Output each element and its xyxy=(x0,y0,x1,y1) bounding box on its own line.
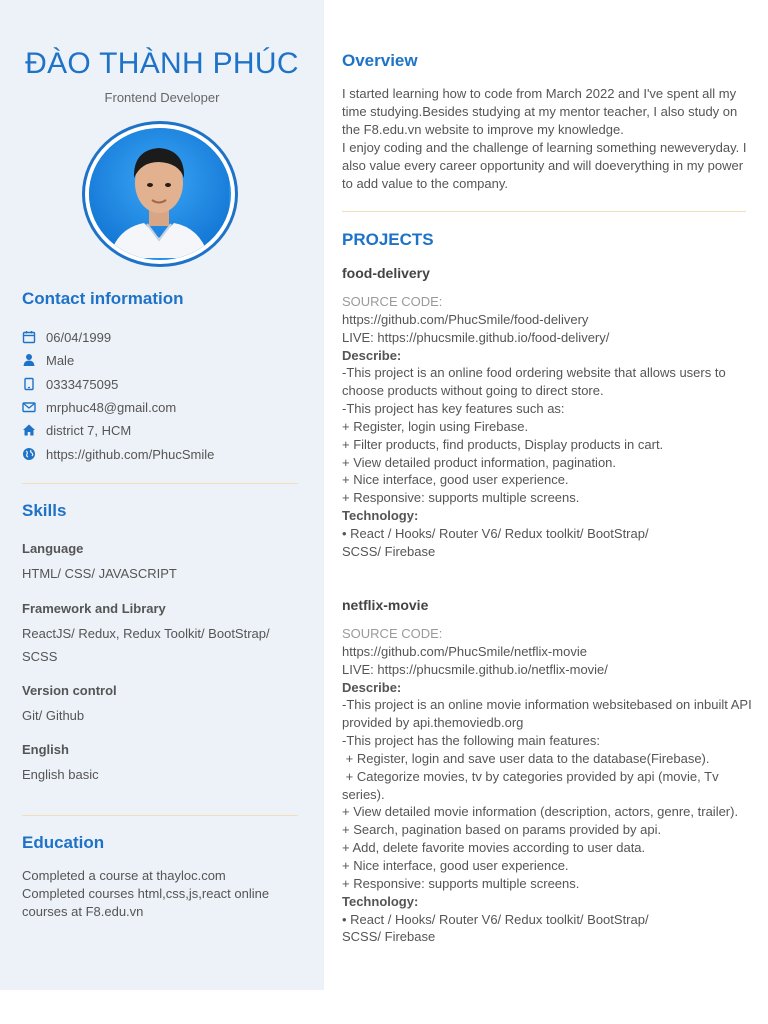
skill-value: Git/ Github xyxy=(22,708,85,723)
technology-label: Technology: xyxy=(342,893,419,909)
source-code-label: SOURCE CODE: xyxy=(342,626,443,641)
profile-photo xyxy=(89,128,231,260)
skill-value: English basic xyxy=(22,767,99,782)
describe-line: + Nice interface, good user experience. xyxy=(342,472,569,488)
skill-value: HTML/ CSS/ JAVASCRIPT xyxy=(22,566,177,581)
project-details xyxy=(342,625,757,946)
live-link[interactable]: LIVE: https://phucsmile.github.io/netflix-movie/ xyxy=(342,661,608,677)
contact-heading: Contact information xyxy=(22,289,184,308)
education-item: Completed a course at thayloc.com xyxy=(22,868,226,883)
contact-text: district 7, HCM xyxy=(46,422,132,438)
person-icon xyxy=(22,353,36,367)
live-link[interactable]: LIVE: https://phucsmile.github.io/food-delivery/ xyxy=(342,329,610,345)
education-item: Completed courses html,css,js,react online courses at F8.edu.vn xyxy=(22,886,273,919)
overview-paragraph: I started learning how to code from March 2022 and I've spent all my time studying.Besides studying at my mentor teacher, I also study on the F8.edu.vn website to improve my knowledge. xyxy=(342,86,738,137)
contact-gender xyxy=(22,350,74,370)
avatar xyxy=(82,121,238,267)
skill-title: Language xyxy=(22,541,84,556)
divider xyxy=(22,483,298,484)
describe-line: -This project has the following main features: xyxy=(342,733,600,749)
projects-heading: PROJECTS xyxy=(342,230,434,249)
describe-line: -This project is an online movie information websitebased on inbuilt API provided by api.themoviedb.org xyxy=(342,697,756,731)
project-title: food-delivery xyxy=(342,265,430,281)
describe-line: + Filter products, find products, Display products in cart. xyxy=(342,436,664,452)
divider xyxy=(342,211,746,212)
contact-text[interactable]: https://github.com/PhucSmile xyxy=(46,446,215,462)
source-code-link[interactable]: https://github.com/PhucSmile/food-delivery xyxy=(342,311,589,327)
contact-text: Male xyxy=(46,352,75,368)
email-icon xyxy=(22,400,36,414)
contact-text[interactable]: mrphuc48@gmail.com xyxy=(46,399,177,415)
phone-icon xyxy=(22,377,36,391)
source-code-link[interactable]: https://github.com/PhucSmile/netflix-movie xyxy=(342,643,587,659)
describe-label: Describe: xyxy=(342,679,402,695)
contact-github[interactable] xyxy=(22,444,214,464)
calendar-icon xyxy=(22,330,36,344)
describe-line: + View detailed product information, pagination. xyxy=(342,454,617,470)
candidate-name: ĐÀO THÀNH PHÚC xyxy=(25,47,299,80)
technology-label: Technology: xyxy=(342,508,419,524)
describe-line: + Responsive: supports multiple screens. xyxy=(342,875,580,891)
education-heading: Education xyxy=(22,833,105,852)
describe-line: + Register, login using Firebase. xyxy=(342,418,529,434)
overview-text xyxy=(342,85,752,193)
contact-text: 06/04/1999 xyxy=(46,329,112,345)
describe-label: Describe: xyxy=(342,347,402,363)
project-details xyxy=(342,293,757,561)
sidebar xyxy=(0,0,324,990)
describe-line: + Add, delete favorite movies according to user data. xyxy=(342,840,646,856)
describe-line: + Search, pagination based on params provided by api. xyxy=(342,822,662,838)
describe-line: -This project has key features such as: xyxy=(342,401,565,417)
skill-title: Version control xyxy=(22,683,117,698)
describe-line: + Categorize movies, tv by categories provided by api (movie, Tv series). xyxy=(342,768,723,802)
contact-phone xyxy=(22,374,118,394)
describe-line: + Nice interface, good user experience. xyxy=(342,857,569,873)
skill-title: Framework and Library xyxy=(22,601,166,616)
portrait-icon xyxy=(89,128,229,258)
technology-list: • React / Hooks/ Router V6/ Redux toolkit/ BootStrap/ SCSS/ Firebase xyxy=(342,911,653,945)
contact-address xyxy=(22,420,131,440)
contact-birthday xyxy=(22,327,111,347)
contact-email[interactable] xyxy=(22,397,176,417)
describe-line: + Responsive: supports multiple screens. xyxy=(342,490,580,506)
describe-line: -This project is an online food ordering website that allows users to choose products without going to direct store. xyxy=(342,365,730,399)
job-title: Frontend Developer xyxy=(104,90,220,105)
home-icon xyxy=(22,423,36,437)
overview-heading: Overview xyxy=(342,51,418,70)
source-code-label: SOURCE CODE: xyxy=(342,294,443,309)
skills-heading: Skills xyxy=(22,501,67,520)
globe-icon xyxy=(22,447,36,461)
divider xyxy=(22,815,298,816)
contact-text: 0333475095 xyxy=(46,376,119,392)
skill-title: English xyxy=(22,742,69,757)
describe-line: + View detailed movie information (description, actors, genre, trailer). xyxy=(342,804,739,820)
describe-line: + Register, login and save user data to the database(Firebase). xyxy=(342,750,710,766)
project-title: netflix-movie xyxy=(342,597,429,613)
overview-paragraph: I enjoy coding and the challenge of learning something neweveryday. I also value every career opportunity and will doeverything in my power to add value to the company. xyxy=(342,140,747,191)
technology-list: • React / Hooks/ Router V6/ Redux toolkit/ BootStrap/ SCSS/ Firebase xyxy=(342,525,653,559)
skill-value: ReactJS/ Redux, Redux Toolkit/ BootStrap/ SCSS xyxy=(22,626,270,664)
education-list xyxy=(22,867,307,921)
